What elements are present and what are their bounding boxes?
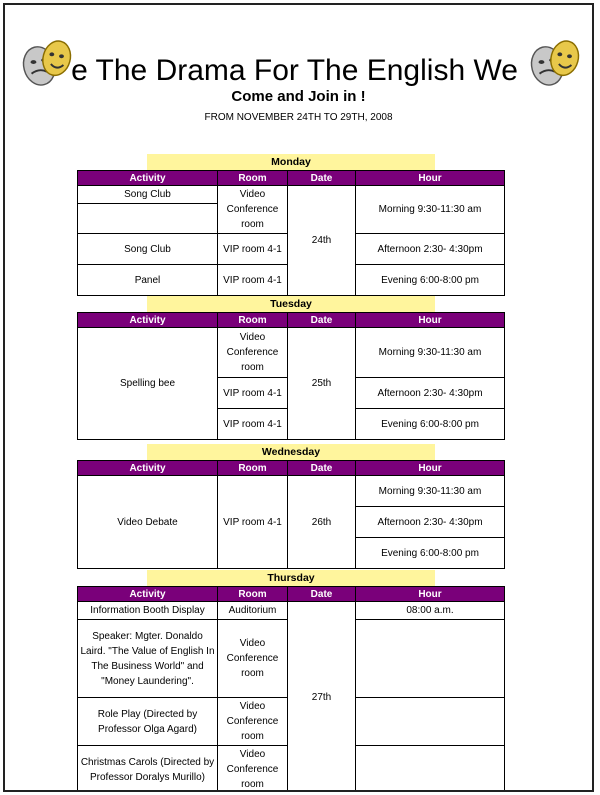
schedule-table-tuesday	[77, 312, 505, 440]
schedule-table-thursday	[77, 586, 505, 792]
date-cell: 27th	[288, 602, 356, 793]
column-header-hour: Hour	[356, 461, 505, 476]
hour-cell: Afternoon 2:30- 4:30pm	[356, 507, 505, 538]
empty-cell	[78, 204, 218, 234]
activity-cell: Song Club	[78, 186, 218, 204]
hour-cell: Evening 6:00-8:00 pm	[356, 409, 505, 440]
column-header-hour: Hour	[356, 171, 505, 186]
day-heading-monday: Monday	[147, 154, 435, 170]
column-header-date: Date	[288, 587, 356, 602]
column-header-date: Date	[288, 313, 356, 328]
room-cell: Video Conference room	[218, 746, 288, 793]
activity-cell: Christmas Carols (Directed by Professor Doralys Murillo)	[78, 746, 218, 793]
hour-cell	[356, 620, 505, 698]
room-cell: Auditorium	[218, 602, 288, 620]
activity-cell: Spelling bee	[78, 328, 218, 440]
date-range: FROM NOVEMBER 24TH TO 29TH, 2008	[204, 112, 393, 123]
activity-cell: Panel	[78, 265, 218, 296]
hour-cell: Morning 9:30-11:30 am	[356, 328, 505, 378]
room-cell: VIP room 4-1	[218, 476, 288, 569]
schedule-table-monday	[77, 170, 505, 296]
column-header-room: Room	[218, 587, 288, 602]
column-header-activity: Activity	[78, 461, 218, 476]
hour-cell: Afternoon 2:30- 4:30pm	[356, 378, 505, 409]
drama-masks-icon	[526, 35, 584, 93]
activity-cell: Role Play (Directed by Professor Olga Agard)	[78, 698, 218, 746]
day-heading-thursday: Thursday	[147, 570, 435, 586]
column-header-room: Room	[218, 313, 288, 328]
page-title: e The Drama For The English We	[71, 54, 518, 87]
room-cell: Video Conference room	[218, 328, 288, 378]
room-cell: VIP room 4-1	[218, 265, 288, 296]
activity-cell: Speaker: Mgter. Donaldo Laird. "The Value of English In The Business World" and "Money Laundering".	[78, 620, 218, 698]
hour-cell	[356, 698, 505, 746]
column-header-room: Room	[218, 171, 288, 186]
subtitle: Come and Join in !	[231, 88, 366, 105]
room-cell: Video Conference room	[218, 698, 288, 746]
date-cell: 24th	[288, 186, 356, 296]
date-cell: 25th	[288, 328, 356, 440]
room-cell: VIP room 4-1	[218, 409, 288, 440]
column-header-room: Room	[218, 461, 288, 476]
column-header-hour: Hour	[356, 313, 505, 328]
room-cell: VIP room 4-1	[218, 378, 288, 409]
column-header-date: Date	[288, 461, 356, 476]
hour-cell: 08:00 a.m.	[356, 602, 505, 620]
activity-cell: Song Club	[78, 234, 218, 265]
hour-cell	[356, 746, 505, 793]
column-header-activity: Activity	[78, 313, 218, 328]
activity-cell: Information Booth Display	[78, 602, 218, 620]
column-header-hour: Hour	[356, 587, 505, 602]
column-header-activity: Activity	[78, 171, 218, 186]
schedule-table-wednesday	[77, 460, 505, 569]
column-header-date: Date	[288, 171, 356, 186]
room-cell: Video Conference room	[218, 186, 288, 234]
hour-cell: Afternoon 2:30- 4:30pm	[356, 234, 505, 265]
document-page	[3, 3, 594, 792]
room-cell: Video Conference room	[218, 620, 288, 698]
hour-cell: Evening 6:00-8:00 pm	[356, 265, 505, 296]
date-cell: 26th	[288, 476, 356, 569]
activity-cell: Video Debate	[78, 476, 218, 569]
column-header-activity: Activity	[78, 587, 218, 602]
hour-cell: Morning 9:30-11:30 am	[356, 186, 505, 234]
room-cell: VIP room 4-1	[218, 234, 288, 265]
hour-cell: Evening 6:00-8:00 pm	[356, 538, 505, 569]
day-heading-tuesday: Tuesday	[147, 296, 435, 312]
day-heading-wednesday: Wednesday	[147, 444, 435, 460]
hour-cell: Morning 9:30-11:30 am	[356, 476, 505, 507]
